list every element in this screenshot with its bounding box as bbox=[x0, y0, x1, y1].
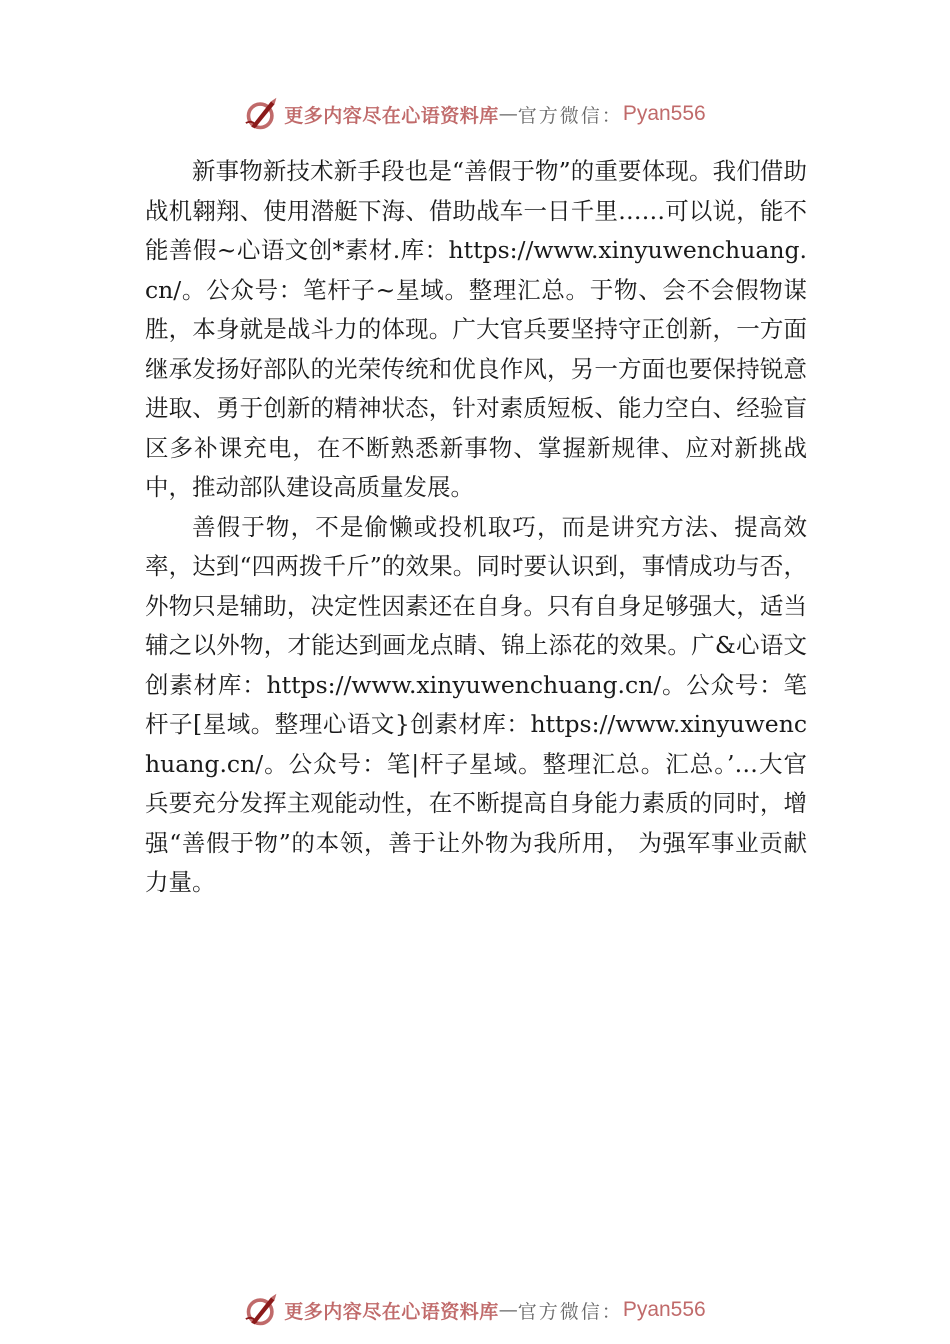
pen-logo-icon bbox=[244, 1292, 280, 1328]
paragraph-2: 善假于物，不是偷懒或投机取巧，而是讲究方法、提高效率，达到“四两拨千斤”的效果。同时要认识到，事情成功与否，外物只是辅助，决定性因素还在自身。只有自身足够强大，适当辅之以外物，才能达到画龙点睛、锦上添花的效果。广&心语文创素材库：https://www.xinyuwenchuang.cn/。公众号：笔杆子[星域。整理心语文}创素材库：https://www.xinyuwenchuang.cn/。公众号：笔|杆子星域。整理汇总。汇总。’…大官兵要充分发挥主观能动性，在不断提高自身能力素质的同时，增强“善假于物”的本领，善于让外物为我所用， 为强军事业贡献力量。 bbox=[145, 512, 807, 896]
header-separator: — bbox=[498, 103, 518, 125]
header-site-text: 更多内容尽在心语资料库 bbox=[284, 104, 499, 127]
header-wechat-id: Pyan556 bbox=[622, 102, 706, 125]
footer-site-text: 更多内容尽在心语资料库 bbox=[284, 1300, 499, 1323]
pen-logo-icon bbox=[244, 96, 280, 132]
footer-wechat-label: 官方微信： bbox=[517, 1300, 623, 1323]
header-banner bbox=[0, 94, 950, 134]
header-wechat-label: 官方微信： bbox=[517, 104, 623, 127]
document-body bbox=[145, 152, 807, 903]
paragraph-1: 新事物新技术新手段也是“善假于物”的重要体现。我们借助战机翱翔、使用潜艇下海、借助战车一日千里……可以说，能不能善假~心语文创*素材.库：https://www.xinyuwenchuang.cn/。公众号：笔杆子~星域。整理汇总。于物、会不会假物谋胜，本身就是战斗力的体现。广大官兵要坚持守正创新，一方面继承发扬好部队的光荣传统和优良作风，另一方面也要保持锐意进取、勇于创新的精神状态，针对素质短板、能力空白、经验盲区多补课充电，在不断熟悉新事物、掌握新规律、应对新挑战中，推动部队建设高质量发展。 bbox=[145, 157, 807, 501]
footer-banner bbox=[0, 1290, 950, 1330]
footer-separator: — bbox=[498, 1299, 518, 1321]
footer-wechat-id: Pyan556 bbox=[622, 1298, 706, 1321]
